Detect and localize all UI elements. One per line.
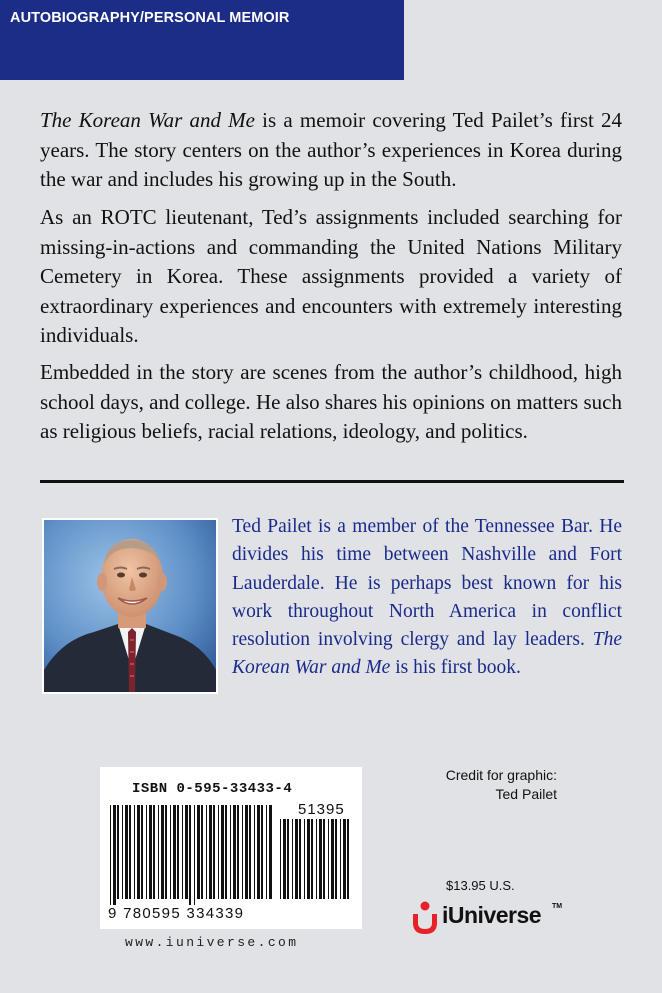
- publisher-name: iUniverse: [442, 902, 542, 928]
- author-bio: Ted Pailet is a member of the Tennessee Bar. He divides his time between Nashville and Fort Lauderdale. He is perhaps best known for his work throughout North America in conflict resolution involving clergy and lay leaders. The Korean War and Me is his first book.: [232, 516, 622, 679]
- bio-book-title: The Korean War and Me: [232, 629, 622, 679]
- credit-name: Ted Pailet: [495, 786, 557, 802]
- book-title: The Korean War and Me: [40, 108, 255, 132]
- description-paragraph-1: The Korean War and Me is a memoir covering Ted Pailet’s first 24 years. The story centers on the author’s experiences in Korea during the war and includes his growing up in the South.: [40, 108, 623, 191]
- category-banner: [0, 0, 404, 80]
- category-label: AUTOBIOGRAPHY/PERSONAL MEMOIR: [10, 10, 290, 26]
- publisher-website: www.iuniverse.com: [125, 935, 299, 950]
- graphic-credit: [420, 766, 557, 804]
- isbn-barcode-block: [100, 767, 362, 929]
- isbn-label: ISBN 0-595-33433-4: [132, 781, 293, 797]
- credit-label: Credit for graphic:: [445, 767, 557, 783]
- description-paragraph-3: Embedded in the story are scenes from the author’s childhood, high school days, and college. He also shares his opinions on matters such as religious beliefs, racial relations, ideology, and politics.: [40, 360, 622, 443]
- addon-price-code: 51395: [298, 801, 345, 818]
- addon-barcode: [280, 819, 352, 909]
- author-photo: [42, 518, 218, 694]
- description-paragraph-2: As an ROTC lieutenant, Ted’s assignments included searching for missing-in-actions and commanding the United Nations Military Cemetery in Korea. These assignments provided a variety of extraordinary experiences and encounters with extremely interesting individuals.: [40, 205, 622, 347]
- ean-digits: 9 780595 334339: [108, 905, 245, 922]
- trademark-symbol: TM: [552, 903, 563, 910]
- publisher-logo: [410, 900, 580, 936]
- ean-barcode: [110, 805, 274, 909]
- price-label: $13.95 U.S.: [446, 878, 515, 893]
- section-divider: [40, 480, 624, 483]
- iuniverse-logo-icon: [410, 901, 440, 935]
